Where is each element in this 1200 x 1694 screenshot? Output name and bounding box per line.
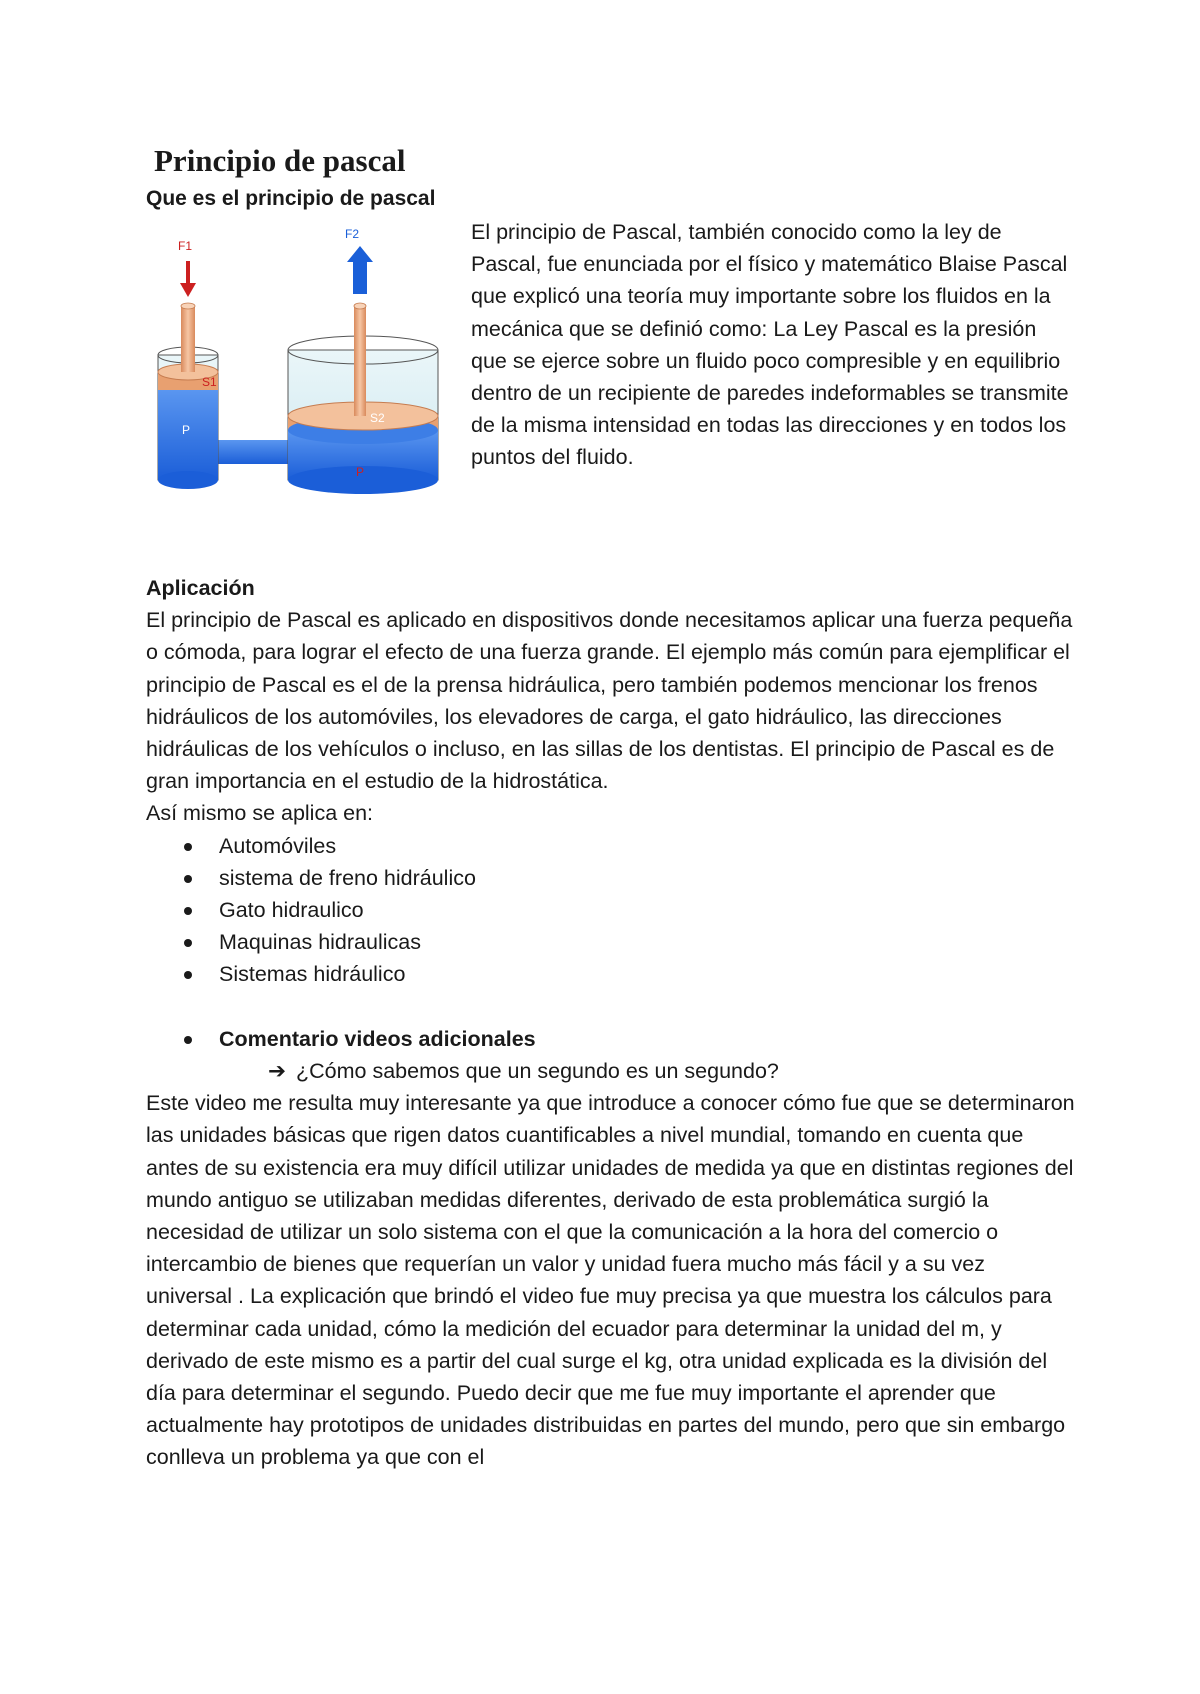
comentario-heading: Comentario videos adicionales bbox=[146, 1023, 1076, 1055]
bullet-icon bbox=[184, 907, 192, 915]
f1-label: F1 bbox=[178, 239, 193, 253]
p-right-label: P bbox=[356, 465, 365, 479]
pascal-press-diagram bbox=[156, 227, 456, 530]
bullet-icon bbox=[184, 971, 192, 979]
bullet-icon bbox=[184, 875, 192, 883]
page-title: Principio de pascal bbox=[154, 143, 406, 178]
bullet-icon bbox=[184, 939, 192, 947]
bullet-icon bbox=[184, 843, 192, 851]
force-f2-arrow bbox=[347, 246, 373, 294]
large-piston-rod bbox=[354, 306, 366, 416]
p-left-label: P bbox=[182, 423, 191, 437]
list-item: Automóviles bbox=[146, 830, 1076, 862]
list-item: Sistemas hidráulico bbox=[146, 958, 1076, 990]
body-content bbox=[146, 572, 1076, 1474]
list-item: Gato hidraulico bbox=[146, 894, 1076, 926]
connecting-pipe bbox=[216, 440, 288, 464]
s1-label: S1 bbox=[202, 375, 217, 389]
small-piston-rod bbox=[181, 306, 195, 372]
video-question: ➔ ¿Cómo sabemos que un segundo es un segundo? bbox=[146, 1055, 1076, 1087]
comentario-list bbox=[146, 1023, 1076, 1055]
list-item: Maquinas hidraulicas bbox=[146, 926, 1076, 958]
comentario-paragraph: Este video me resulta muy interesante ya que introduce a conocer cómo fue que se determinaron las unidades básicas que rigen datos cuantificables a nivel mundial, tomando en cuenta que antes de su existencia era muy difícil utilizar unidades de medida ya que en distintas regiones del mundo antiguo se utilizaban medidas diferentes, derivado de esta problemática surgió la necesidad de utilizar un solo sistema con el que la comunicación a la hora del comercio o intercambio de bienes que requerían un valor y unidad fuera mucho más fácil y a su vez universal . La explicación que brindó el video fue muy precisa ya que muestra los cálculos para determinar cada unidad, cómo la medición del ecuador para determinar la unidad del m, y derivado de este mismo es a partir del cual surge el kg, otra unidad explicada es la división del día para determinar el segundo. Puedo decir que me fue muy importante el aprender que actualmente hay prototipos de unidades distribuidas en partes del mundo, pero que sin embargo conlleva un problema ya que con el bbox=[146, 1091, 1075, 1470]
bullet-icon bbox=[184, 1036, 192, 1044]
intro-paragraph: El principio de Pascal, también conocido como la ley de Pascal, fue enunciada por el físico y matemático Blaise Pascal que explicó una teoría muy importante sobre los fluidos en la mecánica que se definió como: La Ley Pascal es la presión que se ejerce sobre un fluido poco compresible y en equilibrio dentro de un recipiente de paredes indeformables se transmite de la misma intensidad en todas las direcciones y en todos los puntos del fluido. bbox=[471, 220, 1069, 470]
aplicacion-heading: Aplicación bbox=[146, 576, 255, 600]
list-item: sistema de freno hidráulico bbox=[146, 862, 1076, 894]
section-subtitle: Que es el principio de pascal bbox=[146, 187, 436, 210]
f2-label: F2 bbox=[345, 227, 360, 241]
aplicacion-also: Así mismo se aplica en: bbox=[146, 801, 374, 826]
s2-label: S2 bbox=[370, 411, 385, 425]
aplicacion-paragraph: El principio de Pascal es aplicado en dispositivos donde necesitamos aplicar una fuerza pequeña o cómoda, para lograr el efecto de una fuerza grande. El ejemplo más común para ejemplificar el principio de Pascal es el de la prensa hidráulica, pero también podemos mencionar los frenos hidráulicos de los automóviles, los elevadores de carga, el gato hidráulico, las direcciones hidráulicas de los vehículos o incluso, en las sillas de los dentistas. El principio de Pascal es de gran importancia en el estudio de la hidrostática. bbox=[146, 608, 1073, 794]
applications-list bbox=[146, 830, 1076, 991]
force-f1-arrow bbox=[180, 261, 196, 297]
arrow-right-icon: ➔ bbox=[268, 1059, 287, 1084]
